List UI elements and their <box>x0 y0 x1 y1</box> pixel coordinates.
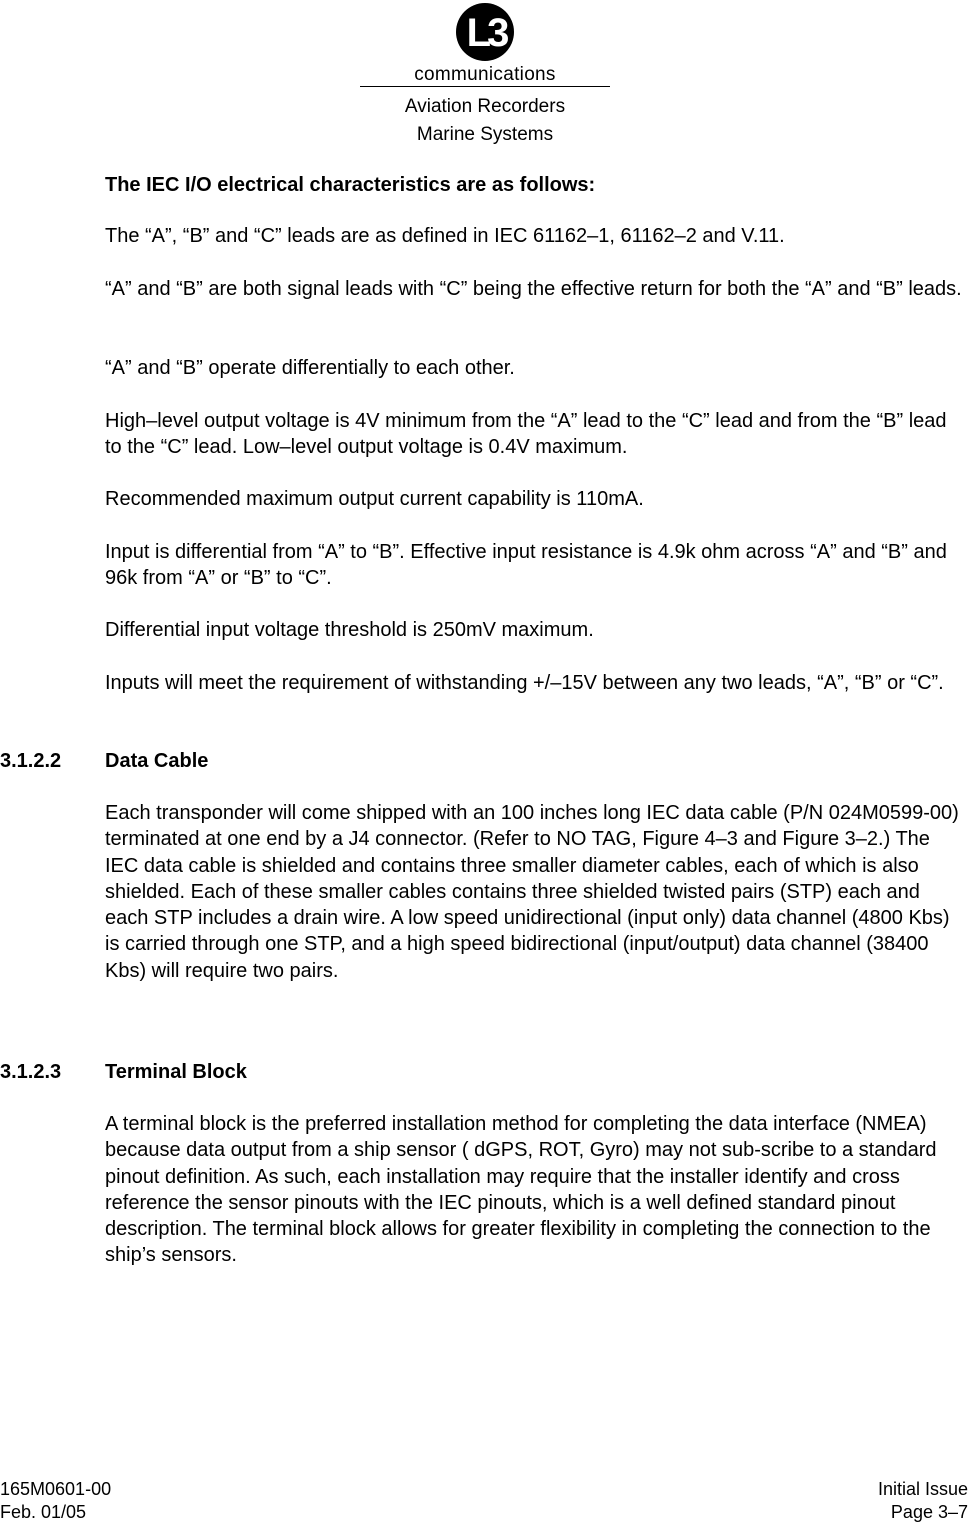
section-text: A terminal block is the preferred installation method for completing the data interface (NMEA) because data output from a ship sensor ( dGPS, ROT, Gyro) may not sub-scribe to a standard pinout definition. As such, each installation may require that the installer identify and cross reference the sensor pinouts with the IEC pinouts, which is a well defined standard pinout description. The terminal block allows for greater flexibility in completing the connection to the ship’s sensors. <box>105 1113 937 1267</box>
footer-right <box>878 1478 968 1524</box>
issue-date: Feb. 01/05 <box>0 1502 87 1522</box>
paragraph: High–level output voltage is 4V minimum from the “A” lead to the “C” lead and from the “B” lead to the “C” lead. Low–level output voltage is 0.4V maximum. <box>105 410 947 459</box>
issue-status: Initial Issue <box>877 1479 968 1499</box>
intro-heading: The IEC I/O electrical characteristics are as follows: <box>105 174 596 196</box>
section-title: Data Cable <box>105 750 209 772</box>
section-text: Each transponder will come shipped with an 100 inches long IEC data cable (P/N 024M0599-00) terminated at one end by a J4 connector. (Refer to NO TAG, Figure 4–3 and Figure 3–2.) The IEC data cable is shielded and contains three smaller diameter cables, each of which is also shielded. Each of these smaller cables contains three shielded twisted pairs (STP) each and each STP includes a drain wire. A low speed unidirectional (input only) data channel (4800 Kbs) is carried through one STP, and a high speed bidirectional (input/output) data channel (38400 Kbs) will require two pairs. <box>105 802 959 982</box>
division-line-1: Aviation Recorders <box>404 96 566 117</box>
section-number: 3.1.2.2 <box>0 750 62 772</box>
section-number: 3.1.2.3 <box>0 1061 62 1083</box>
paragraph: Inputs will meet the requirement of withstanding +/–15V between any two leads, “A”, “B” or “C”. <box>105 672 944 694</box>
division-line-2: Marine Systems <box>416 124 554 145</box>
section-title: Terminal Block <box>105 1061 247 1083</box>
paragraph: Input is differential from “A” to “B”. Effective input resistance is 4.9k ohm across “A” and “B” and 96k from “A” or “B” to “C”. <box>105 541 947 590</box>
page-number: Page 3–7 <box>890 1502 968 1522</box>
doc-number: 165M0601-00 <box>0 1479 112 1499</box>
header-rule <box>360 86 610 87</box>
paragraph: The “A”, “B” and “C” leads are as defined in IEC 61162–1, 61162–2 and V.11. <box>105 225 785 247</box>
paragraph: “A” and “B” are both signal leads with “C” being the effective return for both the “A” and “B” leads. <box>105 278 962 300</box>
paragraph: Recommended maximum output current capability is 110mA. <box>105 488 644 510</box>
company-name: communications <box>414 64 556 85</box>
paragraph: “A” and “B” operate differentially to each other. <box>105 357 515 379</box>
footer-left <box>0 1478 111 1524</box>
l3-logo <box>455 2 515 62</box>
logo-text: L3 <box>466 11 506 55</box>
paragraph: Differential input voltage threshold is 250mV maximum. <box>105 619 594 641</box>
